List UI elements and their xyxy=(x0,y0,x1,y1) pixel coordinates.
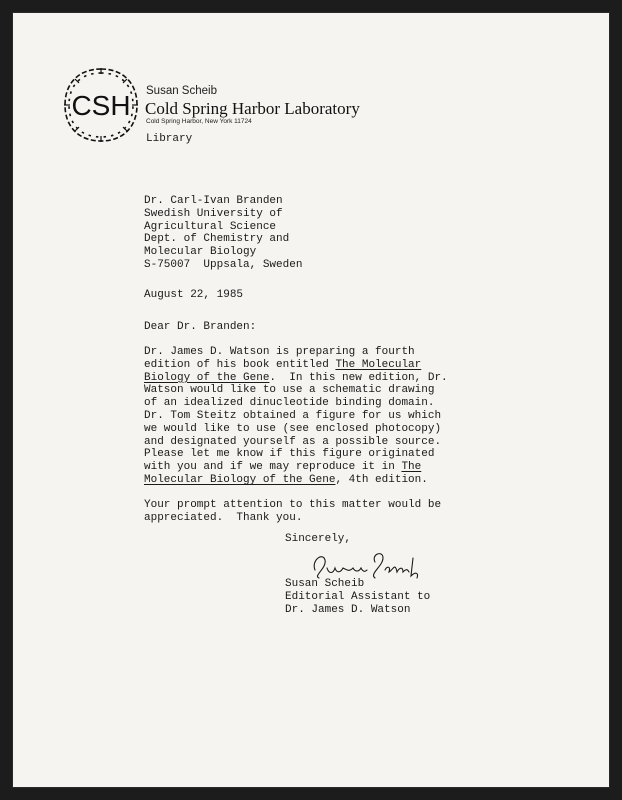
letterhead-organization: Cold Spring Harbor Laboratory xyxy=(145,99,360,118)
letterhead-sender-name: Susan Scheib xyxy=(146,85,217,97)
text-line: Dr. James D. Watson is preparing a fourth xyxy=(144,346,415,358)
book-title: Biology of the Gene xyxy=(144,371,270,384)
text-segment: with you and if we may reproduce it in xyxy=(144,461,402,474)
csh-logo-icon xyxy=(61,65,141,145)
handwritten-signature xyxy=(309,548,429,582)
text-line: Watson would like to use a schematic drawing xyxy=(144,384,435,397)
book-title: The xyxy=(401,461,422,474)
letterhead-address: Cold Spring Harbor, New York 11724 xyxy=(146,118,252,125)
recipient-line: S-75007 Uppsala, Sweden xyxy=(144,258,303,271)
logo-text: CSH xyxy=(71,90,131,121)
book-title: Molecular Biology of the Gene xyxy=(144,473,336,486)
letterhead-department: Library xyxy=(146,133,193,145)
recipient-line: Swedish University of xyxy=(144,207,283,220)
book-title: The Molecular xyxy=(335,358,422,371)
text-line xyxy=(144,461,441,474)
signer-employer: Dr. James D. Watson xyxy=(285,603,411,616)
paragraph-1 xyxy=(144,346,448,410)
text-segment: edition of his book entitled xyxy=(144,358,336,371)
closing: Sincerely, xyxy=(285,533,352,545)
letter-page xyxy=(13,13,609,787)
text-segment: , 4th edition. xyxy=(335,473,428,486)
signature-block xyxy=(285,578,430,616)
paragraph-3 xyxy=(144,499,441,525)
text-line: and designated yourself as a possible source. xyxy=(144,435,442,448)
paragraph-2 xyxy=(144,410,441,487)
letter-date: August 22, 1985 xyxy=(144,289,244,301)
text-line: Dr. Tom Steitz obtained a figure for us which xyxy=(144,410,442,422)
recipient-line: Dr. Carl-Ivan Branden xyxy=(144,195,283,207)
recipient-line: Agricultural Science xyxy=(144,220,277,233)
signer-title: Editorial Assistant to xyxy=(285,590,431,603)
text-line: of an idealized dinucleotide binding domain. xyxy=(144,397,435,410)
recipient-line: Dept. of Chemistry and xyxy=(144,233,290,246)
text-line: Your prompt attention to this matter would be xyxy=(144,499,442,511)
signer-name: Susan Scheib xyxy=(285,578,365,590)
text-line xyxy=(144,359,448,372)
text-line: Please let me know if this figure originated xyxy=(144,448,435,461)
recipient-line: Molecular Biology xyxy=(144,246,257,259)
text-line: appreciated. Thank you. xyxy=(144,511,303,524)
text-segment: . In this new edition, Dr. xyxy=(269,371,448,384)
text-line xyxy=(144,372,448,385)
salutation: Dear Dr. Branden: xyxy=(144,321,257,333)
recipient-address xyxy=(144,195,302,272)
text-line xyxy=(144,474,441,487)
text-line: we would like to use (see enclosed photocopy) xyxy=(144,422,442,435)
